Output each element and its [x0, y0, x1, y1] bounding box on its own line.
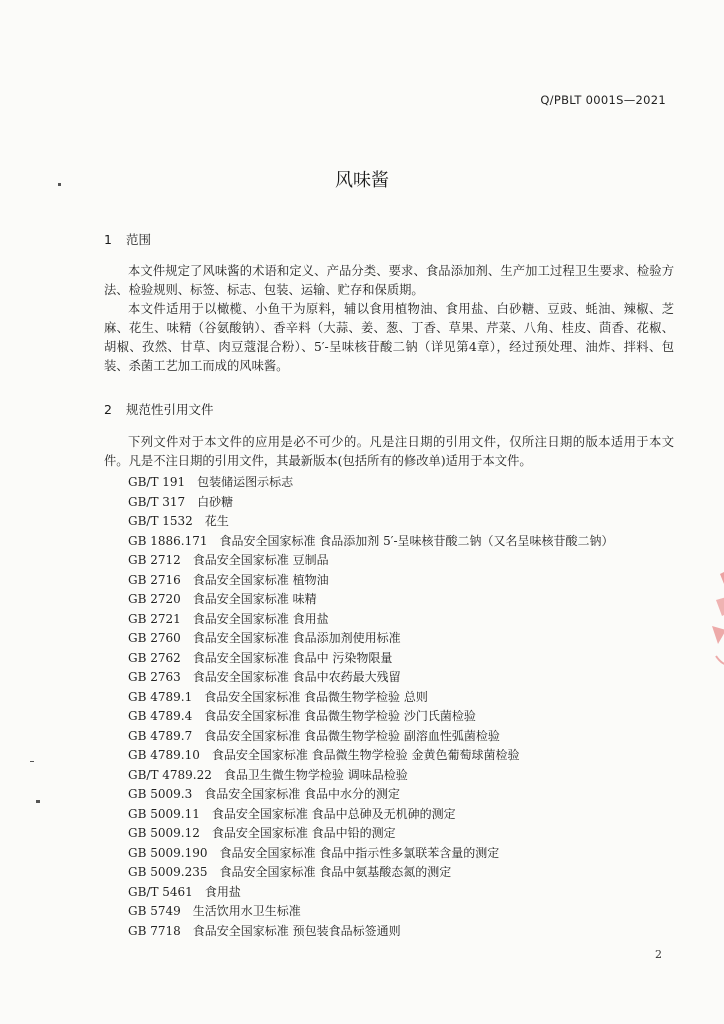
reference-item — [128, 824, 614, 844]
reference-item — [128, 727, 614, 747]
reference-code: GB 5009.190 — [128, 845, 208, 860]
reference-item — [128, 688, 614, 708]
reference-code: GB 2721 — [128, 611, 181, 626]
scan-speck — [30, 761, 34, 762]
reference-item — [128, 844, 614, 864]
reference-title: 食品安全国家标准 食用盐 — [192, 611, 329, 626]
reference-code: GB 2720 — [128, 592, 181, 606]
section-scope-heading — [104, 230, 151, 248]
scope-paragraph-1: 本文件规定了风味酱的术语和定义、产品分类、要求、食品添加剂、生产加工过程卫生要求、检验方法、检验规则、标签、标志、包装、运输、贮存和保质期。 — [104, 264, 674, 297]
reference-title: 食品安全国家标准 豆制品 — [192, 553, 329, 567]
reference-item — [128, 473, 614, 493]
reference-title: 食品安全国家标准 味精 — [192, 592, 317, 606]
reference-title: 食品安全国家标准 植物油 — [192, 572, 329, 587]
reference-code: GB/T 191 — [128, 475, 186, 489]
page-number: 2 — [655, 948, 662, 961]
reference-item — [128, 863, 614, 883]
reference-code: GB 4789.4 — [128, 709, 193, 723]
document-title: 风味酱 — [335, 170, 389, 191]
reference-item — [128, 551, 614, 571]
reference-code: GB 4789.1 — [128, 689, 193, 704]
reference-title: 包装储运图示标志 — [197, 475, 294, 489]
reference-item — [128, 649, 614, 669]
reference-title: 食品安全国家标准 食品中氨基酸态氮的测定 — [219, 865, 452, 879]
reference-code: GB/T 4789.22 — [128, 767, 212, 782]
reference-code: GB/T 1532 — [128, 514, 193, 528]
standard-code: Q/PBLT 0001S—2021 — [540, 93, 666, 107]
section-number: 2 — [104, 402, 112, 417]
reference-item — [128, 883, 614, 903]
reference-item — [128, 707, 614, 727]
reference-title: 生活饮用水卫生标准 — [192, 904, 301, 918]
scan-speck — [58, 183, 61, 186]
reference-item — [128, 590, 614, 610]
reference-code: GB 2712 — [128, 553, 181, 567]
reference-item — [128, 805, 614, 825]
reference-code: GB 2762 — [128, 650, 181, 665]
reference-item — [128, 668, 614, 688]
reference-item — [128, 746, 614, 766]
section-normative-heading — [104, 400, 214, 418]
reference-code: GB 4789.10 — [128, 748, 200, 762]
reference-code: GB 7718 — [128, 923, 181, 938]
scope-paragraph-2: 本文件适用于以橄榄、小鱼干为原料，辅以食用植物油、食用盐、白砂糖、豆豉、蚝油、辣椒、芝麻、花生、味精（谷氨酸钠）、香辛料（大蒜、姜、葱、丁香、草果、芹菜、八角、桂皮、茴香、花椒、胡椒、孜然、甘草、肉豆蔻混合粉）、5′-呈味核苷酸二钠（详见第4章），经过预处理、油炸、拌料、包装、杀菌工艺加工而成的风味酱。 — [104, 302, 674, 373]
reference-item — [128, 493, 614, 513]
reference-item — [128, 629, 614, 649]
reference-item — [128, 902, 614, 922]
reference-title: 食品安全国家标准 食品中铅的测定 — [211, 826, 396, 840]
section-title: 规范性引用文件 — [125, 402, 214, 417]
reference-code: GB 4789.7 — [128, 728, 193, 743]
reference-item — [128, 785, 614, 805]
reference-title: 食用盐 — [204, 884, 241, 899]
reference-title: 食品安全国家标准 食品添加剂使用标准 — [192, 631, 401, 645]
normative-intro: 下列文件对于本文件的应用是必不可少的。凡是注日期的引用文件，仅所注日期的版本适用于本文件。凡是不注日期的引用文件，其最新版本(包括所有的修改单)适用于本文件。 — [104, 435, 674, 468]
reference-code: GB/T 5461 — [128, 884, 193, 899]
reference-code: GB 5009.12 — [128, 826, 200, 840]
reference-code: GB 5009.11 — [128, 806, 200, 821]
reference-title: 食品安全国家标准 食品中水分的测定 — [204, 787, 401, 801]
reference-title: 食品安全国家标准 食品微生物学检验 金黄色葡萄球菌检验 — [211, 748, 520, 762]
reference-title: 花生 — [204, 514, 229, 528]
reference-title: 食品安全国家标准 食品中农药最大残留 — [192, 670, 401, 684]
reference-title: 食品安全国家标准 食品微生物学检验 副溶血性弧菌检验 — [204, 728, 500, 743]
reference-item — [128, 532, 614, 552]
reference-code: GB 1886.171 — [128, 533, 208, 548]
reference-item — [128, 610, 614, 630]
reference-item — [128, 571, 614, 591]
section-number: 1 — [104, 232, 112, 247]
reference-code: GB 2716 — [128, 572, 181, 587]
reference-code: GB/T 317 — [128, 494, 186, 509]
red-seal-fragment — [706, 560, 724, 680]
reference-code: GB 5749 — [128, 904, 181, 918]
reference-list — [128, 473, 614, 941]
reference-title: 食品安全国家标准 食品添加剂 5′-呈味核苷酸二钠（又名呈味核苷酸二钠） — [219, 533, 614, 548]
reference-title: 食品安全国家标准 食品中指示性多氯联苯含量的测定 — [219, 845, 500, 860]
reference-code: GB 5009.3 — [128, 787, 193, 801]
section-title: 范围 — [125, 232, 151, 247]
reference-title: 食品安全国家标准 食品微生物学检验 沙门氏菌检验 — [204, 709, 476, 723]
reference-code: GB 2760 — [128, 631, 181, 645]
reference-title: 食品安全国家标准 食品微生物学检验 总则 — [204, 689, 428, 704]
reference-item — [128, 766, 614, 786]
reference-code: GB 2763 — [128, 670, 181, 684]
reference-item — [128, 512, 614, 532]
reference-item — [128, 922, 614, 942]
reference-title: 食品安全国家标准 预包装食品标签通则 — [192, 923, 401, 938]
scan-speck — [36, 800, 40, 803]
reference-title: 食品安全国家标准 食品中总砷及无机砷的测定 — [211, 806, 456, 821]
reference-code: GB 5009.235 — [128, 865, 208, 879]
reference-title: 白砂糖 — [197, 494, 234, 509]
reference-title: 食品卫生微生物学检验 调味品检验 — [223, 767, 408, 782]
reference-title: 食品安全国家标准 食品中 污染物限量 — [192, 650, 393, 665]
